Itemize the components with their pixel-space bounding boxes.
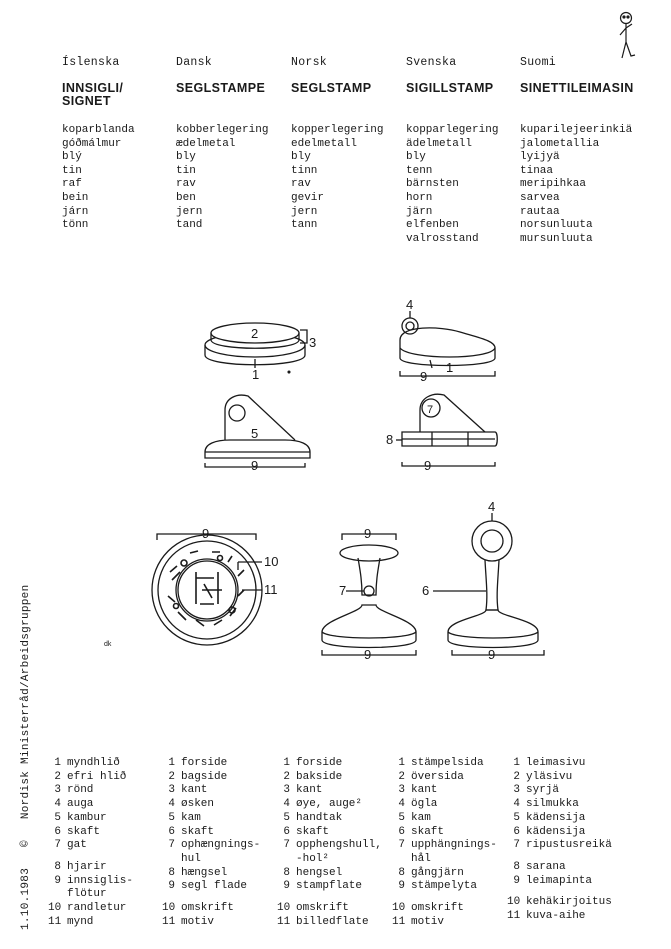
- material-item: ädelmetall: [406, 137, 473, 150]
- legend-text: hjarir: [67, 860, 107, 873]
- legend-number: [392, 853, 405, 867]
- legend-number: 9: [168, 880, 175, 893]
- material-item: norsunluuta: [520, 219, 593, 232]
- legend-number: 4: [398, 798, 405, 811]
- legend-text: hængsel: [181, 866, 228, 879]
- material-item: tinaa: [520, 164, 554, 177]
- material-item: ben: [176, 191, 196, 204]
- label-9: 9: [488, 647, 496, 662]
- legend-text: ögla: [411, 798, 438, 811]
- label-9: 9: [364, 526, 372, 541]
- material-item: ædelmetal: [176, 137, 236, 150]
- legend-entry: [162, 798, 260, 812]
- legend-number: 8: [513, 860, 520, 873]
- legend-entry: [507, 784, 612, 798]
- legend-number: 9: [54, 874, 61, 887]
- legend-entry: [277, 839, 382, 853]
- legend-text: hul: [181, 852, 201, 865]
- legend-number: 5: [513, 811, 520, 824]
- label-2: 2: [251, 326, 259, 341]
- legend-number: 10: [48, 902, 62, 915]
- material-item: kuparilejeerinkiä: [520, 124, 633, 136]
- material-item: meripihkaa: [520, 178, 587, 191]
- legend-text: innsiglis-: [67, 874, 134, 887]
- legend-number: 2: [513, 770, 520, 783]
- legend-text: upphängnings-: [411, 839, 497, 852]
- legend-column-finnish: [507, 757, 612, 924]
- legend-entry: [162, 757, 260, 771]
- legend-entry: [507, 888, 612, 896]
- label-8: 8: [386, 432, 394, 447]
- legend-text: leimasivu: [526, 757, 586, 769]
- legend-number: 7: [168, 839, 175, 852]
- legend-text: silmukka: [526, 798, 579, 811]
- material-item: kobberlegering: [176, 124, 269, 136]
- legend-text: myndhlið: [67, 757, 120, 769]
- legend-text: ophængnings-: [181, 839, 261, 852]
- side-publisher: Nordisk Ministerråd/Arbeidsgruppen: [20, 584, 32, 820]
- material-item: koparblanda: [62, 124, 135, 136]
- legend-text: ripustusreikä: [526, 839, 612, 852]
- legend-entry: [277, 812, 382, 826]
- legend-text: forside: [181, 757, 228, 769]
- label-4: 4: [488, 499, 496, 514]
- legend-entry: [392, 812, 497, 826]
- material-item: järn: [406, 205, 433, 218]
- material-item: kopparlegering: [406, 124, 499, 136]
- legend-number: 8: [398, 866, 405, 879]
- legend-entry: [277, 902, 382, 916]
- legend-number: 6: [513, 825, 520, 838]
- legend-text: kant: [181, 784, 208, 797]
- legend-number: 10: [392, 902, 406, 915]
- legend-entry: [507, 839, 612, 853]
- legend-entry: [48, 757, 133, 771]
- legend-text: kam: [181, 811, 201, 824]
- legend-column-swedish: [392, 757, 497, 929]
- drawing-stamp-tall: [433, 513, 544, 655]
- legend-text: efri hlið: [67, 770, 127, 783]
- legend-entry: [392, 757, 497, 771]
- legend-entry: [507, 757, 612, 771]
- drawing-hinged-seal: [396, 394, 497, 466]
- legend-text: randletur: [67, 902, 127, 915]
- legend-entry: [162, 812, 260, 826]
- material-item: jalometallia: [520, 137, 600, 150]
- legend-text: motiv: [411, 915, 445, 928]
- legend-entry: [48, 853, 133, 861]
- legend-text: skaft: [296, 825, 330, 838]
- legend-number: 1: [283, 757, 290, 769]
- legend-text: gångjärn: [411, 866, 464, 879]
- legend-text: gat: [67, 839, 87, 852]
- legend-entry: [162, 916, 260, 930]
- legend-text: sarana: [526, 860, 566, 873]
- legend-text: kädensija: [526, 825, 586, 838]
- heading-line: SEGLSTAMPE: [176, 81, 266, 95]
- label-9: 9: [251, 458, 259, 473]
- legend-entry: [48, 812, 133, 826]
- legend-text: leimapinta: [526, 874, 593, 887]
- legend-text: bakside: [296, 770, 343, 783]
- legend-number: 10: [507, 896, 521, 909]
- label-9: 9: [202, 526, 210, 541]
- legend-entry: [507, 826, 612, 840]
- legend-entry: [162, 839, 260, 853]
- legend-number: 2: [54, 770, 61, 783]
- side-date: 1.10.1983: [20, 867, 32, 930]
- label-6: 6: [422, 583, 430, 598]
- legend-number: 11: [162, 915, 176, 928]
- material-item: bly: [176, 151, 196, 164]
- label-10: 10: [264, 554, 279, 569]
- legend-entry: [392, 880, 497, 894]
- legend-number: 4: [54, 798, 61, 811]
- legend-number: 11: [392, 915, 406, 928]
- material-item: tin: [62, 164, 82, 177]
- legend-number: 3: [54, 784, 61, 797]
- legend-text: syrjä: [526, 784, 560, 797]
- material-item: járn: [62, 205, 89, 218]
- heading-line: SEGLSTAMP: [291, 81, 372, 95]
- material-item: tenn: [406, 164, 433, 177]
- legend-entry: [277, 757, 382, 771]
- legend-number: 1: [513, 757, 520, 769]
- legend-entry: [48, 784, 133, 798]
- legend-entry: [48, 798, 133, 812]
- label-1: 1: [446, 360, 454, 375]
- legend-entry: [277, 916, 382, 930]
- legend-entry: [48, 888, 133, 902]
- legend-entry: [277, 880, 382, 894]
- legend-text: segl flade: [181, 880, 248, 893]
- language-swedish: Svenska: [406, 56, 457, 69]
- legend-entry: [507, 798, 612, 812]
- material-item: tann: [291, 219, 318, 232]
- legend-number: 5: [168, 811, 175, 824]
- label-1: 1: [252, 367, 260, 382]
- legend-entry: [277, 853, 382, 867]
- legend-number: 1: [398, 757, 405, 769]
- side-credit: [20, 571, 32, 930]
- legend-number: 2: [168, 770, 175, 783]
- legend-entry: [48, 875, 133, 889]
- legend-text: motiv: [181, 915, 215, 928]
- material-item: jern: [176, 205, 203, 218]
- material-item: tinn: [291, 164, 318, 177]
- legend-text: kambur: [67, 811, 107, 824]
- legend-entry: [48, 839, 133, 853]
- legend-entry: [277, 798, 382, 812]
- legend-text: skaft: [181, 825, 215, 838]
- legend-entry: [277, 894, 382, 902]
- material-item: kopperlegering: [291, 124, 384, 136]
- legend-column-danish: [162, 757, 260, 929]
- legend-number: 8: [168, 866, 175, 879]
- legend-entry: [48, 771, 133, 785]
- legend-text: opphengshull,: [296, 839, 382, 852]
- material-item: bly: [291, 151, 311, 164]
- legend-number: 7: [54, 839, 61, 852]
- label-11: 11: [264, 582, 278, 597]
- label-9: 9: [420, 369, 428, 384]
- legend-number: 9: [398, 880, 405, 893]
- legend-entry: [392, 798, 497, 812]
- material-item: mursunluuta: [520, 232, 593, 245]
- label-7: 7: [427, 404, 434, 416]
- material-item: blý: [62, 151, 82, 164]
- label-3: 3: [309, 335, 317, 350]
- legend-number: [162, 853, 175, 867]
- legend-text: forside: [296, 757, 343, 769]
- legend-entry: [48, 902, 133, 916]
- legend-entry: [277, 771, 382, 785]
- legend-entry: [392, 826, 497, 840]
- legend-entry: [392, 867, 497, 881]
- heading-line: SIGNET: [62, 94, 111, 108]
- legend-text: kehäkirjoitus: [526, 896, 612, 909]
- legend-number: 2: [398, 770, 405, 783]
- legend-number: 4: [513, 798, 520, 811]
- legend-entry: [392, 853, 497, 867]
- material-item: rav: [291, 178, 311, 191]
- legend-text: bagside: [181, 770, 228, 783]
- material-item: góðmálmur: [62, 137, 122, 150]
- legend-entry: [392, 902, 497, 916]
- legend-text: omskrift: [411, 902, 464, 915]
- legend-number: 7: [398, 839, 405, 852]
- legend-number: 9: [513, 874, 520, 887]
- legend-entry: [392, 839, 497, 853]
- legend-entry: [162, 867, 260, 881]
- language-norwegian: Norsk: [291, 56, 328, 69]
- small-mark: dk: [104, 641, 112, 648]
- material-item: bly: [406, 151, 426, 164]
- legend-number: 11: [48, 915, 62, 928]
- legend-number: 6: [283, 825, 290, 838]
- legend-text: kam: [411, 811, 431, 824]
- material-item: tand: [176, 219, 203, 232]
- legend-number: 6: [398, 825, 405, 838]
- material-item: tönn: [62, 219, 89, 232]
- legend-text: kant: [296, 784, 323, 797]
- legend-entry: [48, 861, 133, 875]
- material-item: raf: [62, 178, 82, 191]
- legend-text: hål: [411, 852, 431, 865]
- legend-number: 1: [168, 757, 175, 769]
- legend-number: 3: [283, 784, 290, 797]
- legend-entry: [162, 894, 260, 902]
- legend-text: øsken: [181, 798, 215, 811]
- legend-number: 4: [283, 798, 290, 811]
- legend-text: mynd: [67, 915, 94, 928]
- legend-text: översida: [411, 770, 464, 783]
- legend-number: 6: [168, 825, 175, 838]
- legend-entry: [507, 861, 612, 875]
- legend-text: yläsivu: [526, 770, 573, 783]
- drawing-round-seal-face: [152, 534, 262, 645]
- material-item: horn: [406, 191, 433, 204]
- legend-text: omskrift: [181, 902, 234, 915]
- material-item: elfenben: [406, 219, 459, 232]
- legend-entry: [507, 910, 612, 924]
- heading-line: SINETTILEIMASIN: [520, 81, 634, 95]
- legend-entry: [507, 896, 612, 910]
- label-9: 9: [364, 647, 372, 662]
- legend-number: 5: [283, 811, 290, 824]
- legend-text: -hol²: [296, 852, 330, 865]
- legend-text: hengsel: [296, 866, 343, 879]
- legend-text: stampflate: [296, 880, 363, 893]
- label-4: 4: [406, 297, 414, 312]
- material-item: bärnsten: [406, 178, 459, 191]
- language-danish: Dansk: [176, 56, 213, 69]
- legend-text: handtak: [296, 811, 343, 824]
- material-item: rautaa: [520, 205, 560, 218]
- legend-number: 5: [54, 811, 61, 824]
- language-finnish: Suomi: [520, 56, 557, 69]
- legend-entry: [507, 771, 612, 785]
- legend-text: auga: [67, 798, 94, 811]
- material-item: valrosstand: [406, 232, 479, 245]
- material-item: sarvea: [520, 191, 560, 204]
- legend-entry: [392, 784, 497, 798]
- legend-number: 4: [168, 798, 175, 811]
- legend-entry: [277, 826, 382, 840]
- legend-entry: [392, 916, 497, 930]
- legend-column-icelandic: [48, 757, 133, 929]
- legend-entry: [48, 826, 133, 840]
- legend-column-norwegian: [277, 757, 382, 929]
- legend-text: kuva-aihe: [526, 910, 586, 923]
- heading-line: INNSIGLI/: [62, 81, 124, 95]
- legend-entry: [277, 784, 382, 798]
- legend-entry: [162, 771, 260, 785]
- legend-text: skaft: [67, 825, 101, 838]
- material-item: jern: [291, 205, 318, 218]
- legend-entry: [507, 812, 612, 826]
- legend-number: 8: [283, 866, 290, 879]
- legend-text: stämpelsida: [411, 757, 484, 769]
- legend-number: 3: [513, 784, 520, 797]
- legend-entry: [507, 853, 612, 861]
- legend-text: flötur: [67, 888, 107, 901]
- material-item: bein: [62, 191, 89, 204]
- material-item: gevir: [291, 191, 325, 204]
- language-icelandic: Íslenska: [62, 56, 120, 69]
- legend-text: rönd: [67, 784, 94, 797]
- legend-number: 6: [54, 825, 61, 838]
- legend-number: 10: [277, 902, 291, 915]
- legend-entry: [162, 784, 260, 798]
- legend-number: 7: [513, 839, 520, 852]
- legend-number: 3: [398, 784, 405, 797]
- legend-entry: [277, 867, 382, 881]
- label-5: 5: [251, 426, 259, 441]
- legend-number: 9: [283, 880, 290, 893]
- legend-text: skaft: [411, 825, 445, 838]
- copyright-icon: ©: [20, 840, 32, 847]
- legend-number: 3: [168, 784, 175, 797]
- legend-number: [48, 888, 61, 902]
- heading-line: SIGILLSTAMP: [406, 81, 494, 95]
- legend-number: [277, 853, 290, 867]
- legend-entry: [392, 894, 497, 902]
- figure-logo-icon: [620, 13, 635, 59]
- legend-entry: [507, 875, 612, 889]
- legend-text: stämpelyta: [411, 880, 478, 893]
- legend-text: billedflate: [296, 915, 369, 928]
- material-item: lyijyä: [520, 151, 560, 164]
- legend-entry: [392, 771, 497, 785]
- legend-text: øye, auge²: [296, 798, 363, 811]
- legend-number: 8: [54, 860, 61, 873]
- drawing-stamp-small: [322, 534, 416, 655]
- material-item: rav: [176, 178, 196, 191]
- label-9: 9: [424, 458, 432, 473]
- material-item: edelmetall: [291, 137, 358, 150]
- legend-entry: [162, 880, 260, 894]
- legend-number: 11: [277, 915, 291, 928]
- legend-number: 1: [54, 757, 61, 769]
- legend-text: kant: [411, 784, 438, 797]
- legend-number: 7: [283, 839, 290, 852]
- legend-number: 11: [507, 910, 521, 923]
- legend-entry: [48, 916, 133, 930]
- legend-text: omskrift: [296, 902, 349, 915]
- material-item: tin: [176, 164, 196, 177]
- legend-number: 5: [398, 811, 405, 824]
- legend-text: kädensija: [526, 811, 586, 824]
- legend-number: 10: [162, 902, 176, 915]
- legend-number: 2: [283, 770, 290, 783]
- label-7: 7: [339, 583, 347, 598]
- legend-entry: [162, 826, 260, 840]
- legend-entry: [162, 902, 260, 916]
- legend-entry: [162, 853, 260, 867]
